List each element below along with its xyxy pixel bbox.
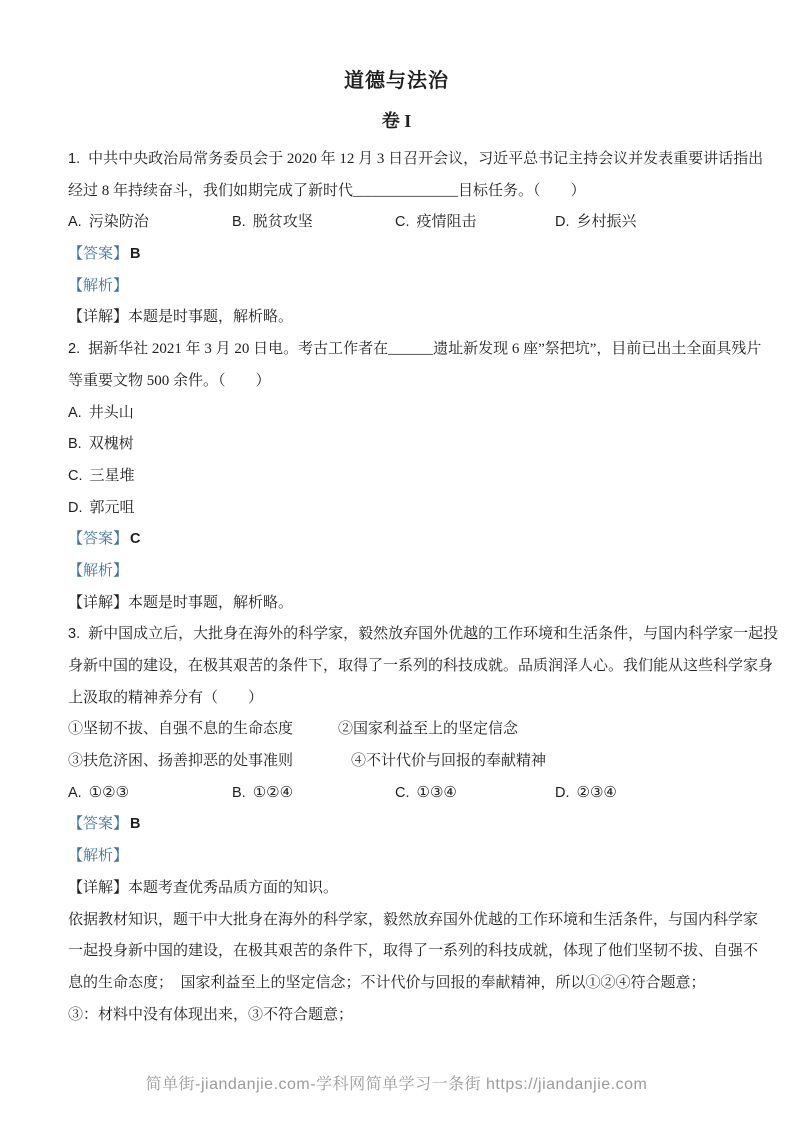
answer-label: 【答案】 xyxy=(68,531,129,548)
question-3-items-row-2 xyxy=(68,746,727,778)
question-3-detail-line-1: 本题考查优秀品质方面的知识。 xyxy=(128,879,339,896)
question-1-number: 1. xyxy=(68,151,81,167)
question-1-stem-line-2: 经过 8 年持续奋斗，我们如期完成了新时代______________目标任务。（ ） xyxy=(68,182,586,199)
question-3-detail-row xyxy=(68,873,727,905)
option-text: ①③④ xyxy=(416,784,457,801)
question-2-answer-row xyxy=(68,524,727,556)
option-text: 双槐树 xyxy=(88,436,134,453)
option-text: 污染防治 xyxy=(88,214,149,231)
option-text: ①②③ xyxy=(88,784,130,801)
question-1-option-d[interactable] xyxy=(555,207,637,239)
question-3-analysis-row xyxy=(68,841,727,873)
question-1-detail-text: 本题是时事题，解析略。 xyxy=(128,309,294,326)
question-2-option-c[interactable] xyxy=(68,461,727,493)
option-text: 乡村振兴 xyxy=(576,214,637,231)
question-1-stem-text: 中共中央政治局常务委员会于 2020 年 12 月 3 日召开会议，习近平总书记主持会议并发表重要讲话指出 xyxy=(88,151,764,167)
option-text: ②③④ xyxy=(576,784,617,801)
answer-label: 【答案】 xyxy=(68,246,129,263)
question-1-detail-row xyxy=(68,302,727,334)
question-3-stem-line-1 xyxy=(68,619,779,651)
option-text: 脱贫攻坚 xyxy=(252,214,313,231)
question-3-detail-line-4: 息的生命态度； 国家利益至上的坚定信念；不计代价与回报的奉献精神，所以①②④符合题意； xyxy=(68,974,706,991)
question-1-option-a[interactable] xyxy=(68,207,232,239)
option-letter: D. xyxy=(68,499,83,516)
option-letter: A. xyxy=(68,214,82,231)
question-2-option-a[interactable] xyxy=(68,398,727,430)
question-2-option-b[interactable] xyxy=(68,429,727,461)
question-2-detail-row xyxy=(68,588,727,620)
question-2-detail-text: 本题是时事题，解析略。 xyxy=(128,594,294,611)
analysis-label: 【解析】 xyxy=(68,562,129,579)
question-1-answer-row xyxy=(68,239,727,271)
option-text: 三星堆 xyxy=(89,467,135,484)
option-letter: C. xyxy=(395,784,410,801)
question-3-answer-value: B xyxy=(130,816,141,833)
question-3-option-c[interactable] xyxy=(395,778,555,810)
question-1-stem-line-1 xyxy=(68,144,764,176)
option-letter: B. xyxy=(232,214,246,231)
question-2-stem-text: 据新华社 2021 年 3 月 20 日电。考古工作者在______遗址新发现 6 座”祭把坑”，目前已出土全面具残片 xyxy=(88,341,762,358)
question-2-option-d[interactable] xyxy=(68,493,727,525)
question-3-stem-text: 新中国成立后，大批身在海外的科学家，毅然放弃国外优越的工作环境和生活条件，与国内科学家一起投 xyxy=(88,626,779,643)
option-letter: C. xyxy=(68,467,83,484)
question-3-detail-line-5: ③：材料中没有体现出来，③不符合题意； xyxy=(68,1006,354,1023)
option-letter: C. xyxy=(395,214,410,231)
question-1-answer-value: B xyxy=(130,246,141,263)
question-2-number: 2. xyxy=(68,341,81,358)
question-2-stem-line-1 xyxy=(68,334,762,366)
question-3-stem-line-3: 上汲取的精神养分有（ ） xyxy=(68,689,264,706)
option-text: 郭元咀 xyxy=(89,499,135,516)
question-1-options xyxy=(68,207,727,239)
question-3-options xyxy=(68,778,727,810)
option-letter: B. xyxy=(68,436,82,453)
question-1-option-b[interactable] xyxy=(232,207,395,239)
question-3-detail-line-3: 一起投身新中国的建设，在极其艰苦的条件下，取得了一系列的科技成就，体现了他们坚韧不拔、自强不 xyxy=(68,943,759,960)
page-title: 道德与法治 xyxy=(344,70,449,92)
option-letter: A. xyxy=(68,404,82,421)
question-3-stem-line-2: 身新中国的建设，在极其艰苦的条件下，取得了一系列的科技成就。品质润泽人心。我们能从这些科学家身 xyxy=(68,658,774,674)
question-3-item-3: ③扶危济困、扬善抑恶的处事准则 xyxy=(68,753,294,770)
option-text: 井头山 xyxy=(88,404,134,421)
question-1-option-c[interactable] xyxy=(395,207,555,239)
question-1-analysis-row xyxy=(68,271,727,303)
question-3-number: 3. xyxy=(68,626,81,643)
question-3-item-4: ④不计代价与回报的奉献精神 xyxy=(351,753,547,770)
question-2-analysis-row xyxy=(68,556,727,588)
question-2-stem-line-2: 等重要文物 500 余件。（ ） xyxy=(68,372,271,389)
detail-label: 【详解】 xyxy=(68,594,129,611)
detail-label: 【详解】 xyxy=(68,879,129,896)
question-3-option-a[interactable] xyxy=(68,778,232,810)
option-letter: D. xyxy=(555,784,570,801)
question-3-items-row-1 xyxy=(68,714,727,746)
option-letter: B. xyxy=(232,784,246,801)
analysis-label: 【解析】 xyxy=(68,848,129,865)
question-3-option-d[interactable] xyxy=(555,778,617,810)
document-body xyxy=(68,144,779,1031)
question-3-option-b[interactable] xyxy=(232,778,395,810)
answer-label: 【答案】 xyxy=(68,816,129,833)
question-3-answer-row xyxy=(68,809,727,841)
site-watermark-link[interactable]: 简单街-jiandanjie.com-学科网简单学习一条街 https://jiandanjie.com xyxy=(145,1076,648,1093)
question-3-item-1: ①坚韧不拔、自强不息的生命态度 xyxy=(68,721,294,738)
question-2-answer-value: C xyxy=(130,531,141,548)
option-text: ①②④ xyxy=(252,784,294,801)
option-text: 疫情阻击 xyxy=(416,214,477,231)
detail-label: 【详解】 xyxy=(68,309,129,326)
option-letter: D. xyxy=(555,214,570,231)
question-3-item-2: ②国家利益至上的坚定信念 xyxy=(338,721,519,738)
analysis-label: 【解析】 xyxy=(68,277,129,294)
option-letter: A. xyxy=(68,784,82,801)
question-3-detail-line-2: 依据教材知识，题干中大批身在海外的科学家，毅然放弃国外优越的工作环境和生活条件，与国内科学家 xyxy=(68,911,759,928)
volume-title: 卷 I xyxy=(381,111,412,131)
